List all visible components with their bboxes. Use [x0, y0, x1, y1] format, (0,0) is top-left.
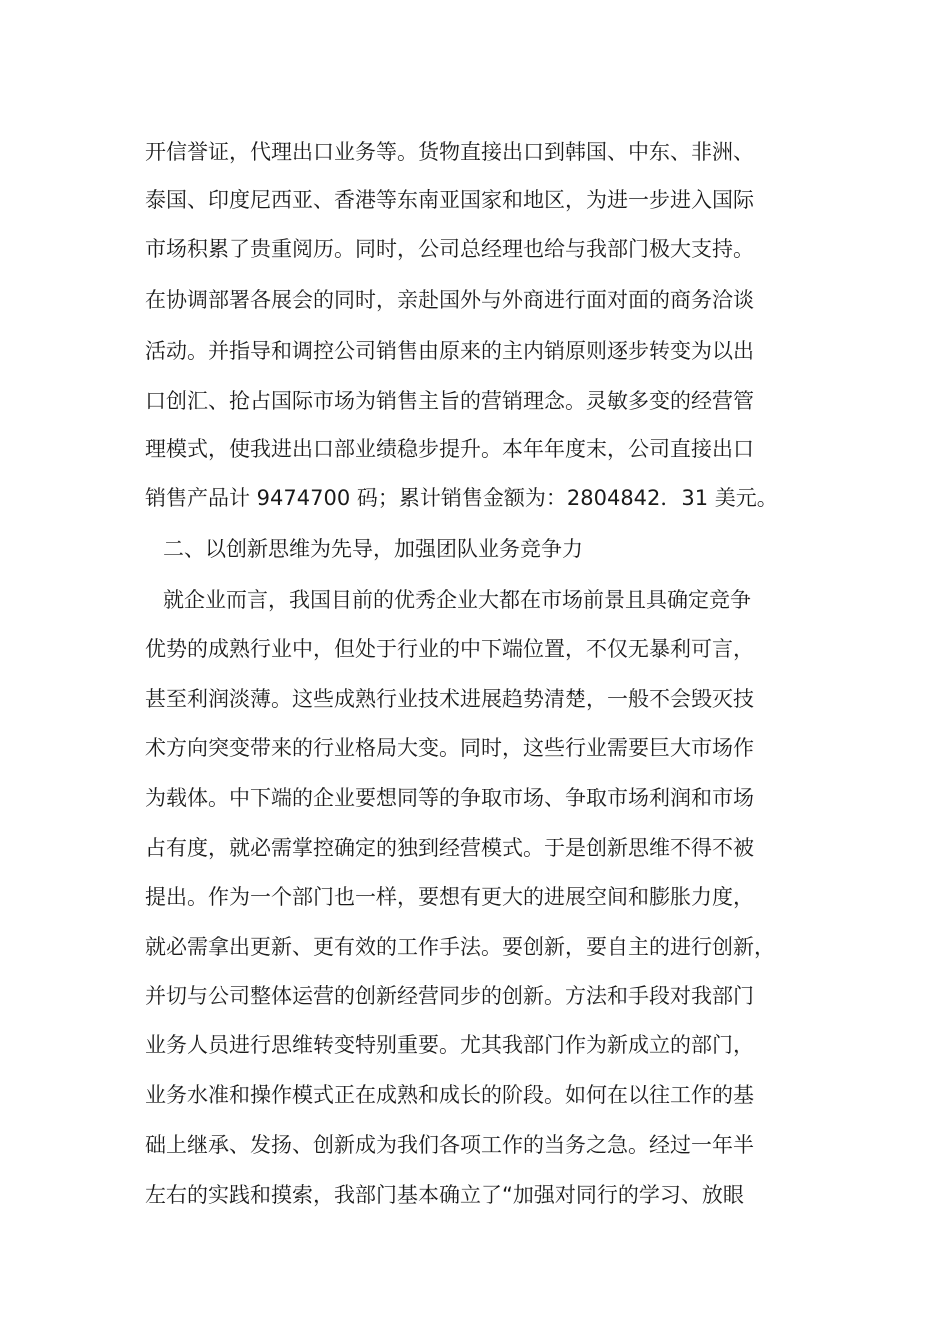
paragraph-line: 术方向突变带来的行业格局大变。同时，这些行业需要巨大市场作 — [145, 736, 754, 760]
paragraph-line: 就企业而言，我国目前的优秀企业大都在市场前景且具确定竞争 — [163, 588, 751, 612]
paragraph-line: 开信誉证，代理出口业务等。货物直接出口到韩国、中东、非洲、 — [145, 140, 754, 164]
paragraph-line: 就必需拿出更新、更有效的工作手法。要创新，要自主的进行创新， — [145, 935, 775, 959]
section-heading: 二、以创新思维为先导，加强团队业务竞争力 — [163, 537, 583, 561]
paragraph-line: 理模式，使我进出口部业绩稳步提升。本年年度末，公司直接出口 — [145, 437, 754, 461]
paragraph-line: 础上继承、发扬、创新成为我们各项工作的当务之急。经过一年半 — [145, 1133, 754, 1157]
paragraph-line: 在协调部署各展会的同时，亲赴国外与外商进行面对面的商务洽谈 — [145, 288, 754, 312]
paragraph-line: 为载体。中下端的企业要想同等的争取市场、争取市场利润和市场 — [145, 786, 754, 810]
paragraph-line: 泰国、印度尼西亚、香港等东南亚国家和地区，为进一步进入国际 — [145, 188, 754, 212]
paragraph-line: 口创汇、抢占国际市场为销售主旨的营销理念。灵敏多变的经营管 — [145, 389, 754, 413]
paragraph-line: 占有度，就必需掌控确定的独到经营模式。于是创新思维不得不被 — [145, 836, 754, 860]
paragraph-line: 销售产品计 9474700 码；累计销售金额为：2804842．31 美元。 — [145, 486, 778, 510]
paragraph-line: 优势的成熟行业中，但处于行业的中下端位置，不仅无暴利可言， — [145, 637, 754, 661]
paragraph-line: 提出。作为一个部门也一样，要想有更大的进展空间和膨胀力度， — [145, 885, 754, 909]
paragraph-line: 业务水准和操作模式正在成熟和成长的阶段。如何在以往工作的基 — [145, 1083, 754, 1107]
paragraph-line: 左右的实践和摸索，我部门基本确立了“加强对同行的学习、放眼 — [145, 1183, 744, 1207]
paragraph-line: 甚至利润淡薄。这些成熟行业技术进展趋势清楚，一般不会毁灭技 — [145, 687, 754, 711]
paragraph-line: 业务人员进行思维转变特别重要。尤其我部门作为新成立的部门， — [145, 1033, 754, 1057]
paragraph-line: 活动。并指导和调控公司销售由原来的主内销原则逐步转变为以出 — [145, 339, 754, 363]
paragraph-line: 并切与公司整体运营的创新经营同步的创新。方法和手段对我部门 — [145, 984, 754, 1008]
paragraph-line: 市场积累了贵重阅历。同时，公司总经理也给与我部门极大支持。 — [145, 237, 754, 261]
